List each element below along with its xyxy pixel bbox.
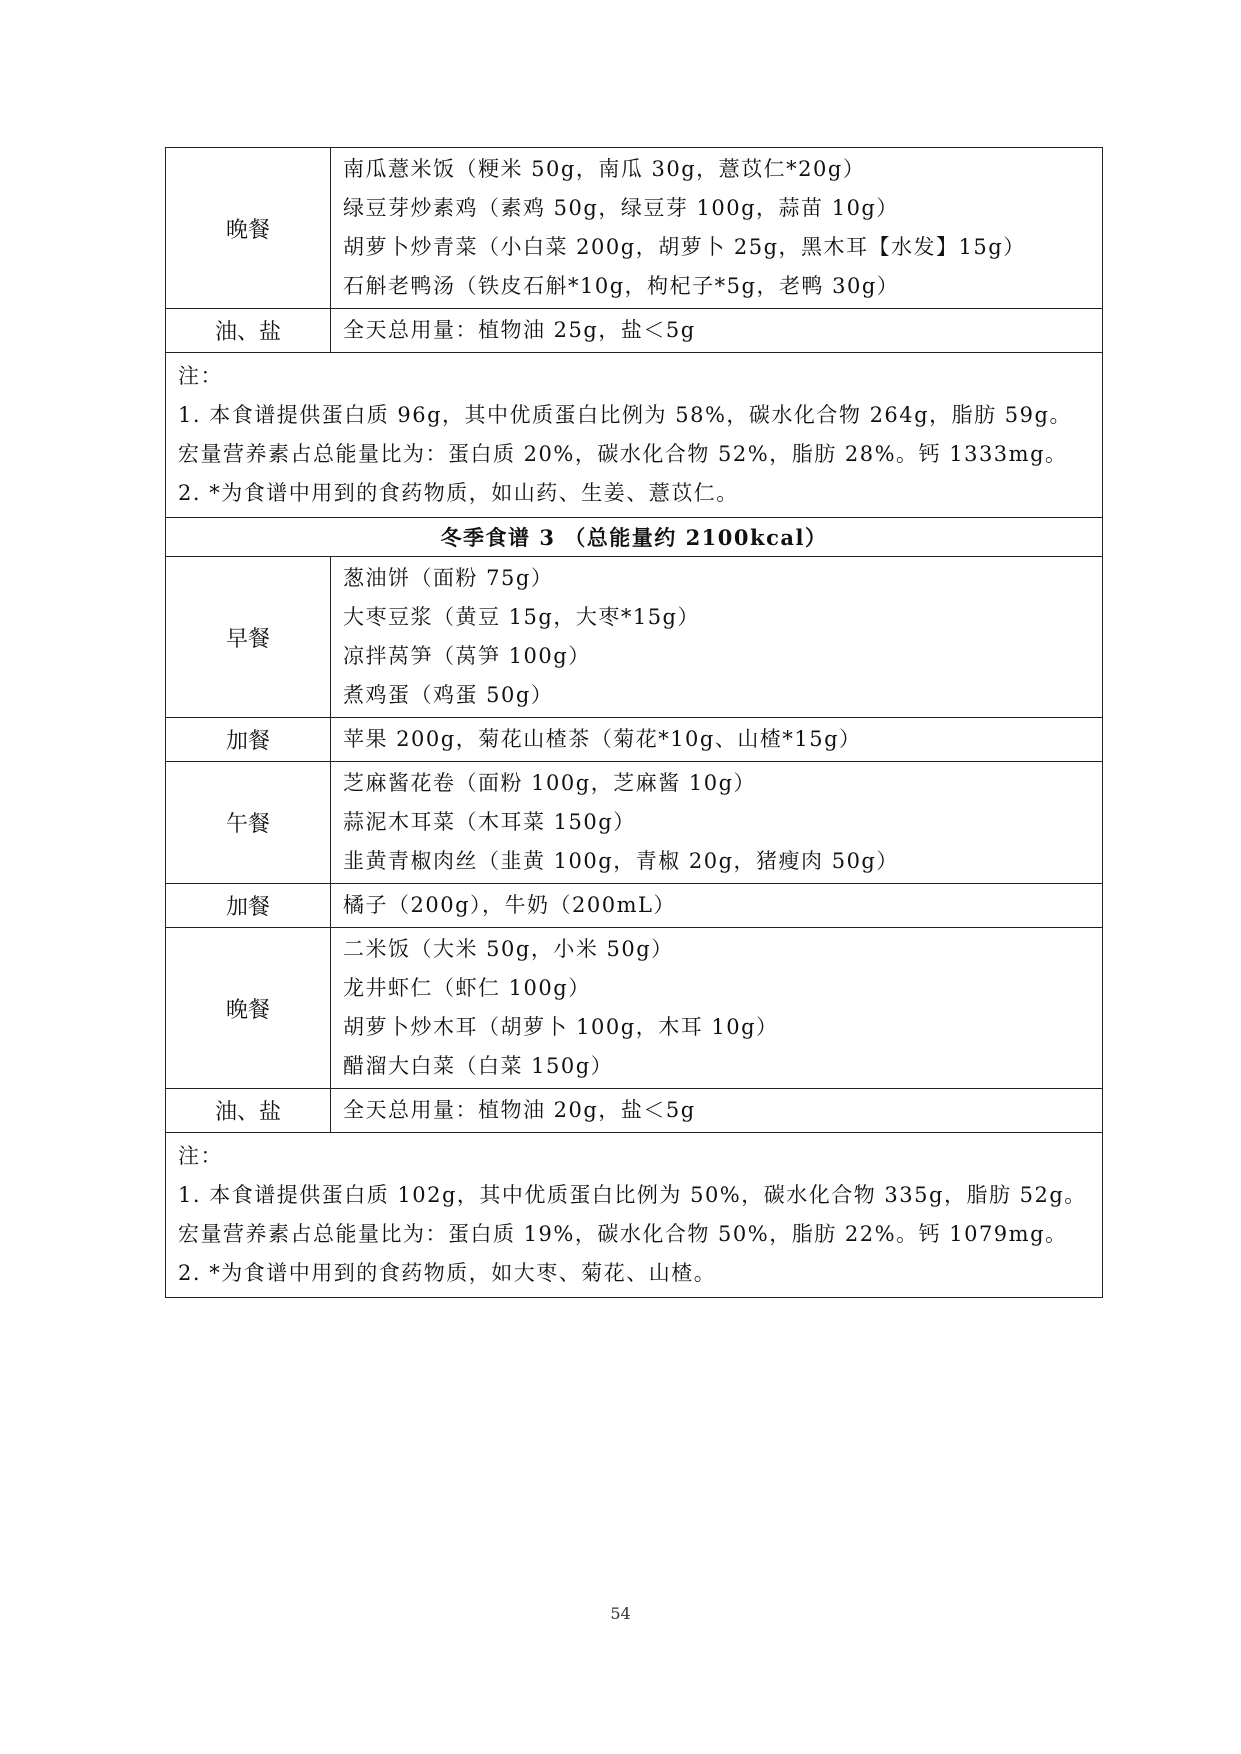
meal-items: [331, 1089, 1103, 1133]
title-row: [166, 518, 1103, 557]
dish-line: 醋溜大白菜（白菜 150g）: [343, 1054, 614, 1078]
meal-label: 晚餐: [166, 148, 331, 309]
table-row: [166, 148, 1103, 309]
dish-line: 全天总用量：植物油 20g，盐＜5g: [343, 1098, 696, 1122]
note-line: 2. *为食谱中用到的食药物质，如山药、生姜、薏苡仁。: [178, 481, 739, 505]
meal-label: 加餐: [166, 718, 331, 762]
note-line: 1. 本食谱提供蛋白质 96g，其中优质蛋白比例为 58%，碳水化合物 264g，脂肪 59g。: [178, 403, 1072, 427]
note-line: 宏量营养素占总能量比为：蛋白质 19%，碳水化合物 50%，脂肪 22%。钙 1079mg。: [178, 1222, 1068, 1246]
meal-items: [331, 718, 1103, 762]
menu-title: 冬季食谱 3 （总能量约 2100kcal）: [166, 518, 1103, 557]
table-row: [166, 1089, 1103, 1133]
table-row: [166, 557, 1103, 718]
table-row: [166, 309, 1103, 353]
dish-line: 蒜泥木耳菜（木耳菜 150g）: [343, 810, 636, 834]
note-line: 1. 本食谱提供蛋白质 102g，其中优质蛋白比例为 50%，碳水化合物 335g，脂肪 52g。: [178, 1183, 1087, 1207]
meal-plan-table: [165, 147, 1103, 1298]
dish-line: 煮鸡蛋（鸡蛋 50g）: [343, 683, 554, 707]
dish-line: 南瓜薏米饭（粳米 50g，南瓜 30g，薏苡仁*20g）: [343, 157, 866, 181]
meal-items: [331, 928, 1103, 1089]
notes-row: [166, 353, 1103, 518]
dish-line: 全天总用量：植物油 25g，盐＜5g: [343, 318, 696, 342]
meal-label: 午餐: [166, 762, 331, 884]
dish-line: 苹果 200g，菊花山楂茶（菊花*10g、山楂*15g）: [343, 727, 862, 751]
note-line: 宏量营养素占总能量比为：蛋白质 20%，碳水化合物 52%，脂肪 28%。钙 1333mg。: [178, 442, 1068, 466]
dish-line: 胡萝卜炒青菜（小白菜 200g，胡萝卜 25g，黑木耳【水发】15g）: [343, 235, 1026, 259]
meal-label: 加餐: [166, 884, 331, 928]
meal-items: [331, 309, 1103, 353]
dish-line: 绿豆芽炒素鸡（素鸡 50g，绿豆芽 100g，蒜苗 10g）: [343, 196, 899, 220]
notes-cell: [166, 1133, 1103, 1298]
dish-line: 石斛老鸭汤（铁皮石斛*10g，枸杞子*5g，老鸭 30g）: [343, 274, 900, 298]
table-row: [166, 718, 1103, 762]
notes-cell: [166, 353, 1103, 518]
meal-label: 油、盐: [166, 1089, 331, 1133]
dish-line: 橘子（200g），牛奶（200mL）: [343, 893, 676, 917]
dish-line: 凉拌莴笋（莴笋 100g）: [343, 644, 591, 668]
table-row: [166, 884, 1103, 928]
meal-items: [331, 557, 1103, 718]
meal-items: [331, 762, 1103, 884]
page-number: 54: [610, 1604, 631, 1623]
dish-line: 葱油饼（面粉 75g）: [343, 566, 554, 590]
table-row: [166, 762, 1103, 884]
dish-line: 韭黄青椒肉丝（韭黄 100g，青椒 20g，猪瘦肉 50g）: [343, 849, 899, 873]
dish-line: 二米饭（大米 50g，小米 50g）: [343, 937, 674, 961]
dish-line: 芝麻酱花卷（面粉 100g，芝麻酱 10g）: [343, 771, 757, 795]
meal-label: 早餐: [166, 557, 331, 718]
table-row: [166, 928, 1103, 1089]
meal-items: [331, 148, 1103, 309]
meal-label: 晚餐: [166, 928, 331, 1089]
notes-row: [166, 1133, 1103, 1298]
dish-line: 龙井虾仁（虾仁 100g）: [343, 976, 591, 1000]
dish-line: 胡萝卜炒木耳（胡萝卜 100g，木耳 10g）: [343, 1015, 779, 1039]
note-line: 注：: [178, 364, 223, 388]
note-line: 2. *为食谱中用到的食药物质，如大枣、菊花、山楂。: [178, 1261, 717, 1285]
note-line: 注：: [178, 1144, 223, 1168]
dish-line: 大枣豆浆（黄豆 15g，大枣*15g）: [343, 605, 701, 629]
meal-label: 油、盐: [166, 309, 331, 353]
meal-items: [331, 884, 1103, 928]
